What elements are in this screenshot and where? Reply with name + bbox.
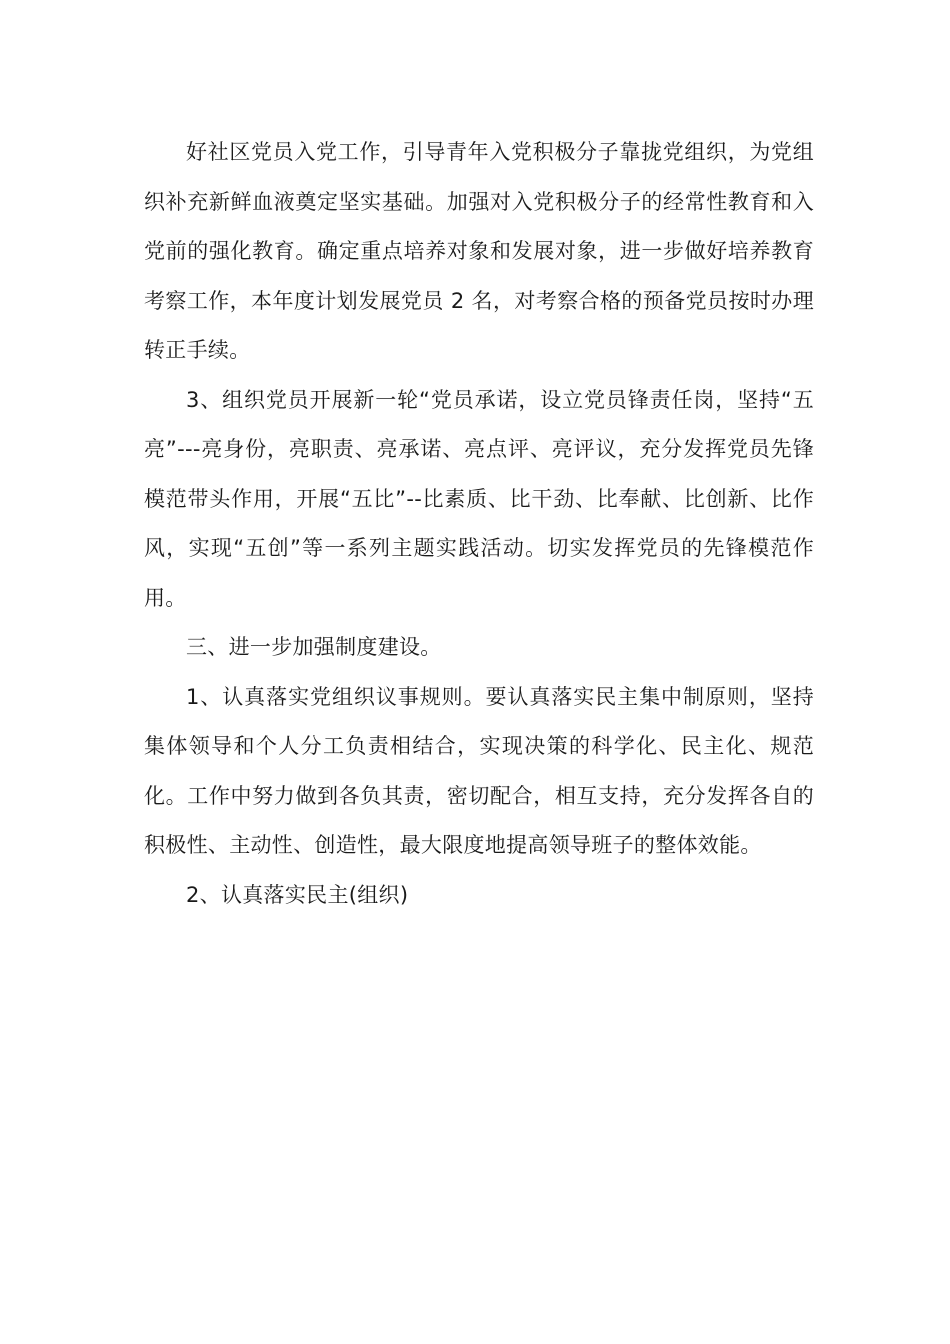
section-heading-system-building: 三、进一步加强制度建设。 xyxy=(186,635,442,659)
document-body xyxy=(144,128,814,920)
paragraph-party-member-recruitment: 好社区党员入党工作，引导青年入党积极分子靠拢党组织，为党组织补充新鲜血液奠定坚实基础。加强对入党积极分子的经常性教育和入党前的强化教育。确定重点培养对象和发展对象，进一步做好培养教育考察工作，本年度计划发展党员 2 名，对考察合格的预备党员按时办理转正手续。 xyxy=(144,140,814,362)
paragraph-deliberation-rules: 1、认真落实党组织议事规则。要认真落实民主集中制原则，坚持集体领导和个人分工负责相结合，实现决策的科学化、民主化、规范化。工作中努力做到各负其责，密切配合，相互支持，充分发挥各自的积极性、主动性、创造性，最大限度地提高领导班子的整体效能。 xyxy=(144,684,814,857)
paragraph-democracy: 2、认真落实民主(组织) xyxy=(186,882,409,907)
paragraph-party-member-commitment: 3、组织党员开展新一轮“党员承诺，设立党员锋责任岗，坚持“五亮”---亮身份，亮职责、亮承诺、亮点评、亮评议，充分发挥党员先锋模范带头作用，开展“五比”--比素质、比干劲、比奉献、比创新、比作风，实现“五创”等一系列主题实践活动。切实发挥党员的先锋模范作用。 xyxy=(144,387,814,610)
